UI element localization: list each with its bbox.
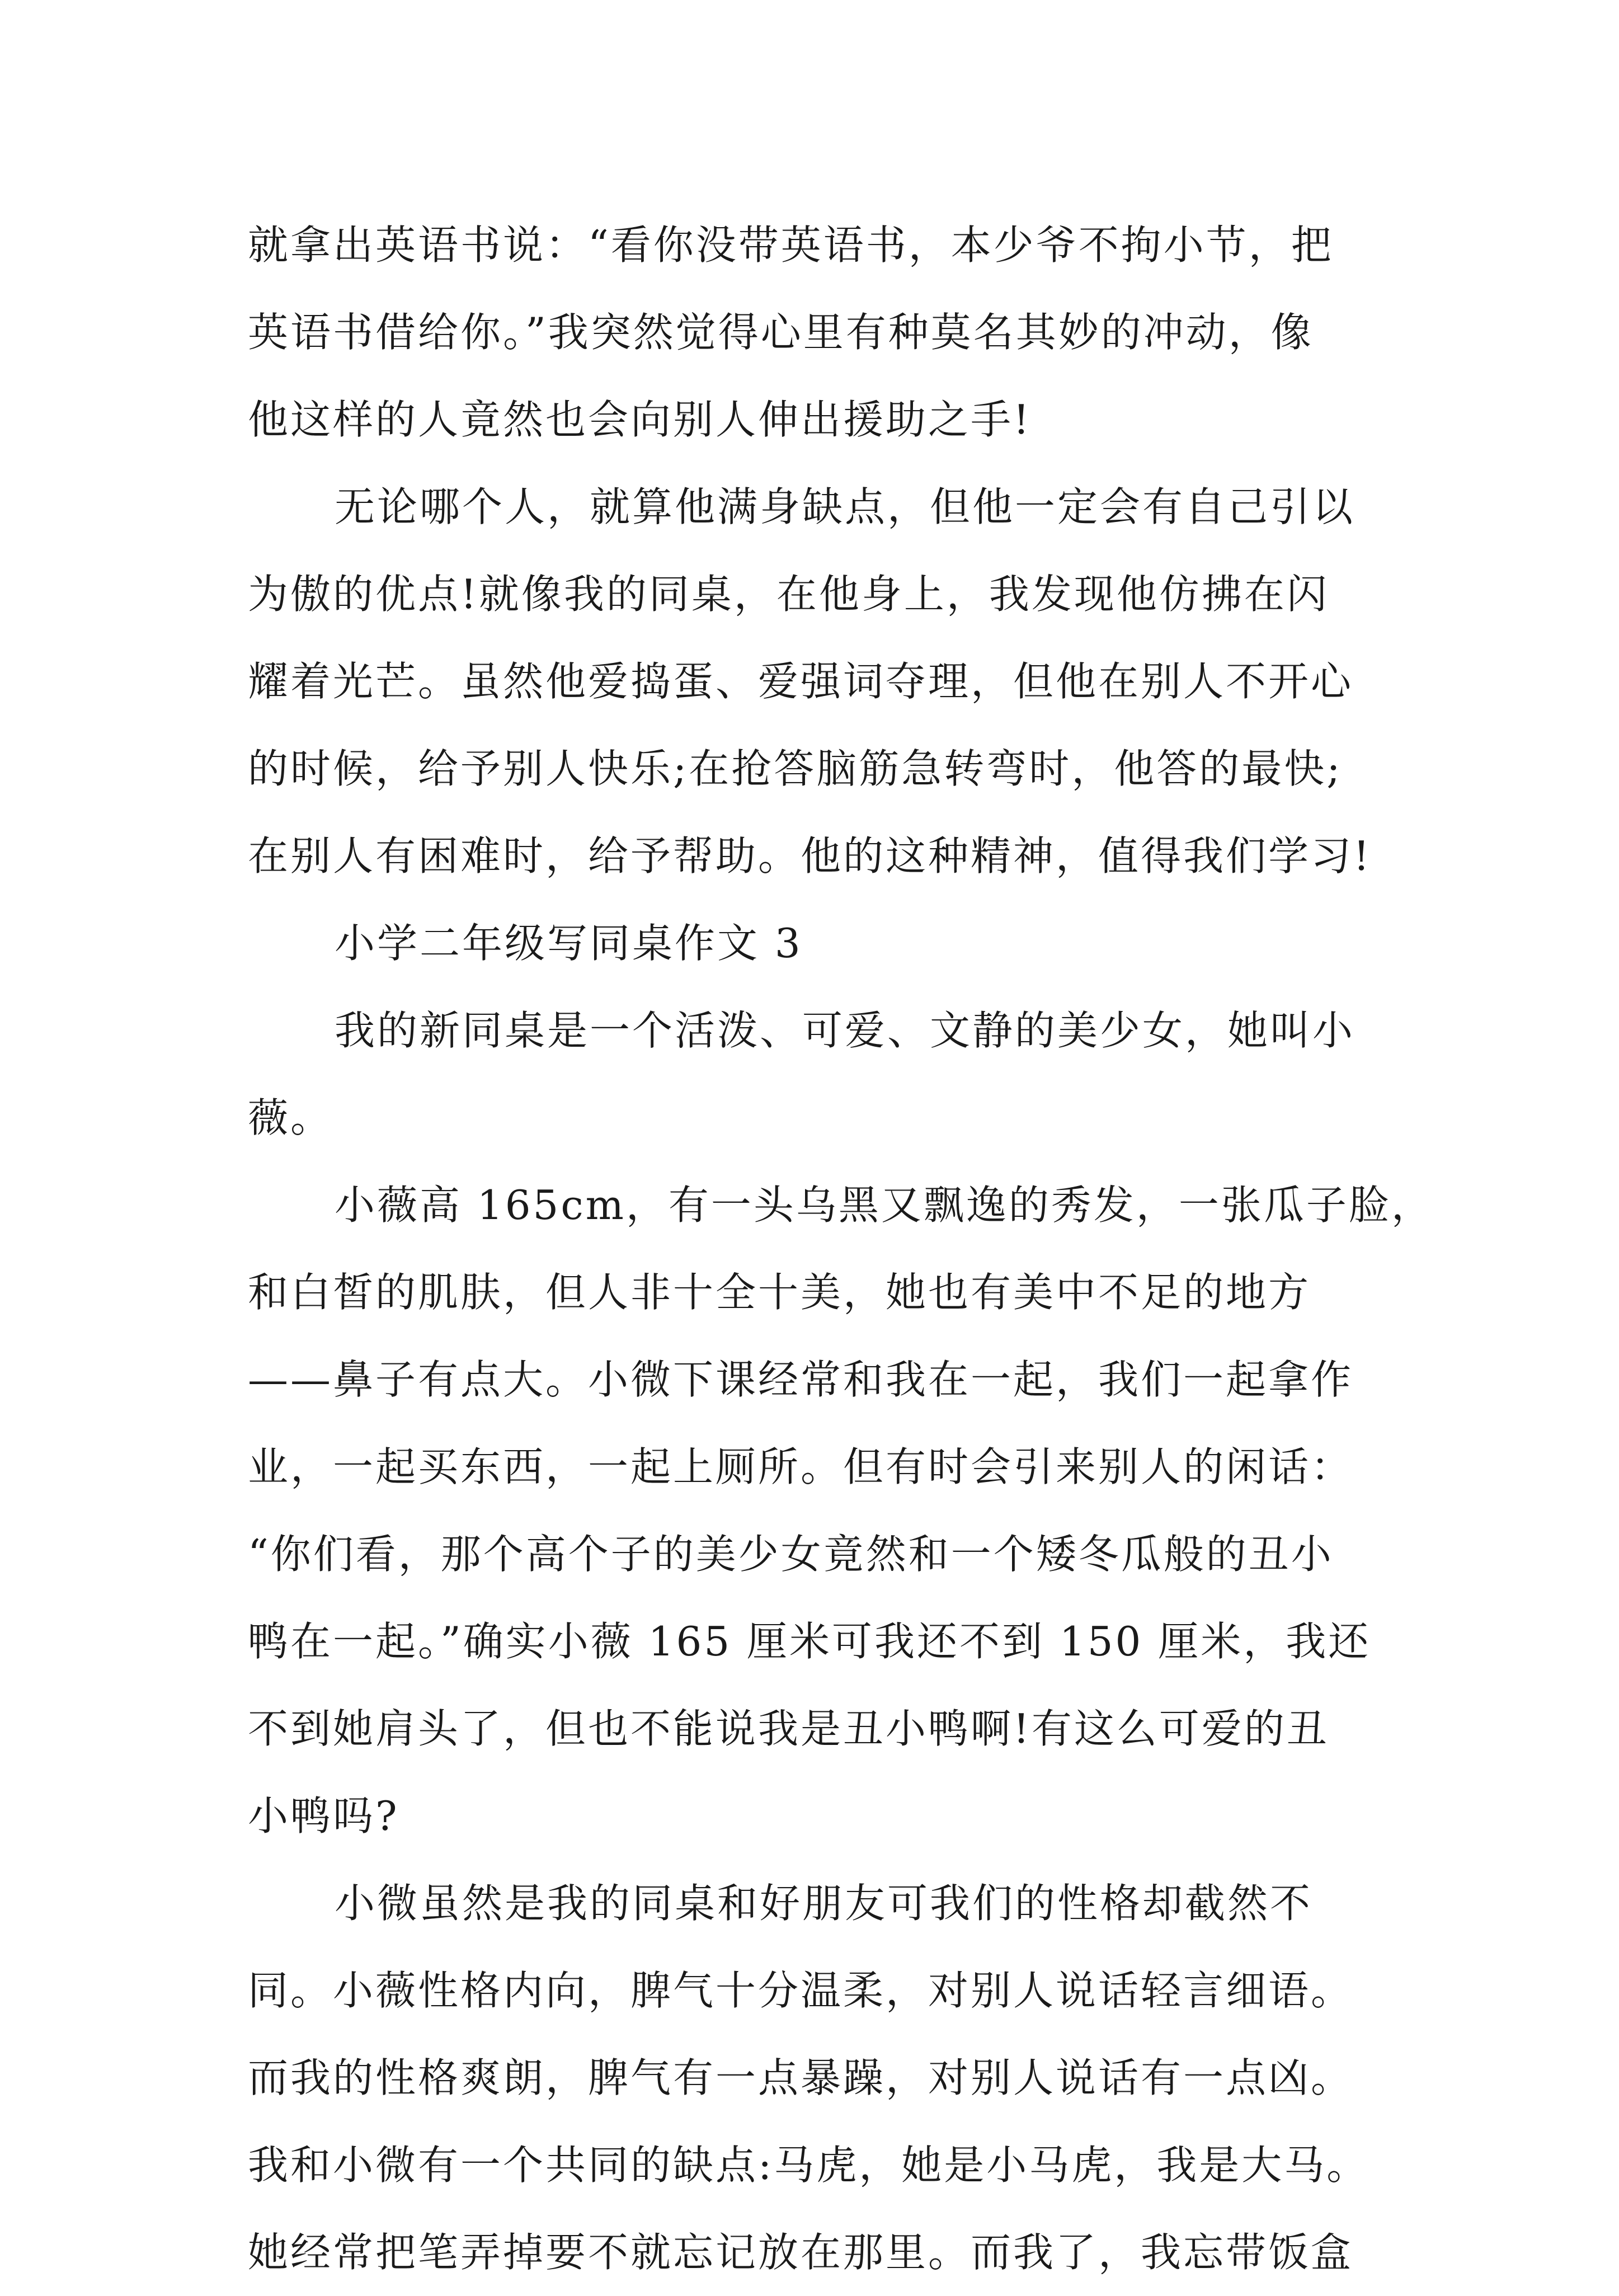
text-line: 和白皙的肌肤，但人非十全十美，她也有美中不足的地方 bbox=[248, 1269, 1311, 1316]
text-line: 耀着光芒。虽然他爱捣蛋、爱强词夺理，但他在别人不开心 bbox=[248, 658, 1354, 705]
text-line: 在别人有困难时，给予帮助。他的这种精神，值得我们学习! bbox=[248, 832, 1372, 879]
text-line: 而我的性格爽朗，脾气有一点暴躁，对别人说话有一点凶。 bbox=[248, 2054, 1354, 2101]
text-line: 不到她肩头了，但也不能说我是丑小鸭啊!有这么可爱的丑 bbox=[248, 1705, 1329, 1752]
text-line: 同。小薇性格内向，脾气十分温柔，对别人说话轻言细语。 bbox=[248, 1967, 1354, 2014]
text-line: 我和小微有一个共同的缺点:马虎，她是小马虎，我是大马。 bbox=[248, 2142, 1369, 2189]
text-line: 他这样的人竟然也会向别人伸出援助之手! bbox=[248, 396, 1032, 443]
text-line: 为傲的优点!就像我的同桌，在他身上，我发现他仿拂在闪 bbox=[248, 571, 1329, 618]
text-line: 就拿出英语书说：“看你没带英语书，本少爷不拘小节，把 bbox=[248, 222, 1334, 269]
text-line: 鸭在一起。”确实小薇 165 厘米可我还不到 150 厘米，我还 bbox=[248, 1618, 1371, 1665]
text-line: 英语书借给你。”我突然觉得心里有种莫名其妙的冲动，像 bbox=[248, 309, 1314, 356]
section-heading: 小学二年级写同桌作文 3 bbox=[335, 920, 803, 967]
text-line: 业，一起买东西，一起上厕所。但有时会引来别人的闲话： bbox=[248, 1443, 1354, 1490]
text-line: 薇。 bbox=[248, 1094, 333, 1141]
text-line: 的时候，给予别人快乐;在抢答脑筋急转弯时，他答的最快; bbox=[248, 745, 1343, 792]
text-line: 小鸭吗? bbox=[248, 1792, 399, 1839]
paragraph-first-line: 我的新同桌是一个活泼、可爱、文静的美少女，她叫小 bbox=[335, 1007, 1356, 1054]
text-line: ——鼻子有点大。小微下课经常和我在一起，我们一起拿作 bbox=[248, 1356, 1354, 1403]
text-line: 她经常把笔弄掉要不就忘记放在那里。而我了，我忘带饭盒 bbox=[248, 2229, 1354, 2276]
essay-body bbox=[248, 201, 1434, 2296]
paragraph-first-line: 无论哪个人，就算他满身缺点，但他一定会有自己引以 bbox=[335, 483, 1356, 530]
paragraph-first-line: 小薇高 165cm，有一头乌黑又飘逸的秀发，一张瓜子脸， bbox=[335, 1182, 1434, 1229]
text-line: “你们看，那个高个子的美少女竟然和一个矮冬瓜般的丑小 bbox=[248, 1531, 1334, 1578]
paragraph-first-line: 小微虽然是我的同桌和好朋友可我们的性格却截然不 bbox=[335, 1880, 1313, 1927]
